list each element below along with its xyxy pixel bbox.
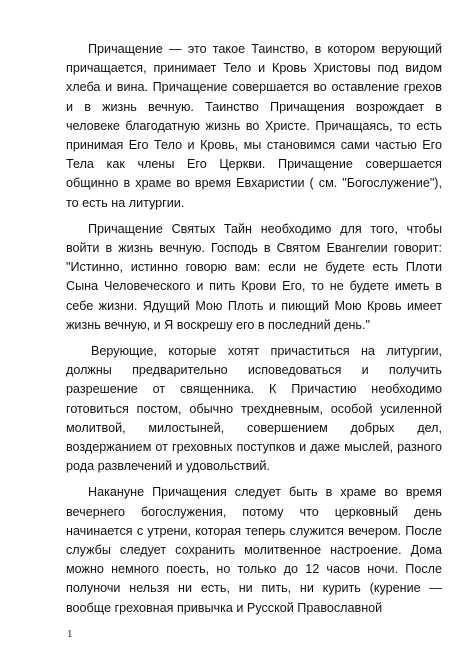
paragraph-eve-of-communion: Накануне Причащения следует быть в храме во время вечернего богослужения, потому что церковный день начинается с утрени, которая теперь служится вечером. После службы следует сохранить молитвенное настроение. Дома можно немного поесть, но только до 12 часов ночи. После полуночи нельзя ни есть, ни пить, ни курить (курение — вообще греховная привычка и Русской Православной [66,485,442,615]
paragraph-preparation: Верующие, которые хотят причаститься на литургии, должны предварительно исповедоваться и получить разрешение от священника. К Причастию необходимо готовиться постом, обычно трехдневным, особой усиленной молитвой, милостыней, совершением добрых дел, воздержанием от греховных поступков и даже мыслей, разного рода развлечений и удовольствий. [66,344,442,474]
page-number: 1 [67,628,73,640]
paragraph-communion-necessity: Причащение Святых Тайн необходимо для того, чтобы войти в жизнь вечную. Господь в Святом Евангелии говорит: "Истинно, истинно говорю вам: если не будете есть Плоти Сына Человеческого и пить Крови Его, то не будете иметь в себе жизни. Ядущий Мою Плоть и пиющий Мою Кровь имеет жизнь вечную, и Я воскрешу его в последний день." [66,221,442,332]
body-text [66,40,442,625]
paragraph-communion-definition: Причащение — это такое Таинство, в котором верующий причащается, принимает Тело и Кровь Христовы под видом хлеба и вина. Причащение совершается во оставление грехов и в жизнь вечную. Таинство Причащения возрождает в человеке благодатную жизнь во Христе. Причащаясь, то есть принимая Его Тело и Кровь, мы становимся сами частью Его Тела как члены Его Церкви. Причащение совершается общинно в храме во время Евхаристии ( см. "Богослужение"), то есть на литургии. [66,42,442,210]
